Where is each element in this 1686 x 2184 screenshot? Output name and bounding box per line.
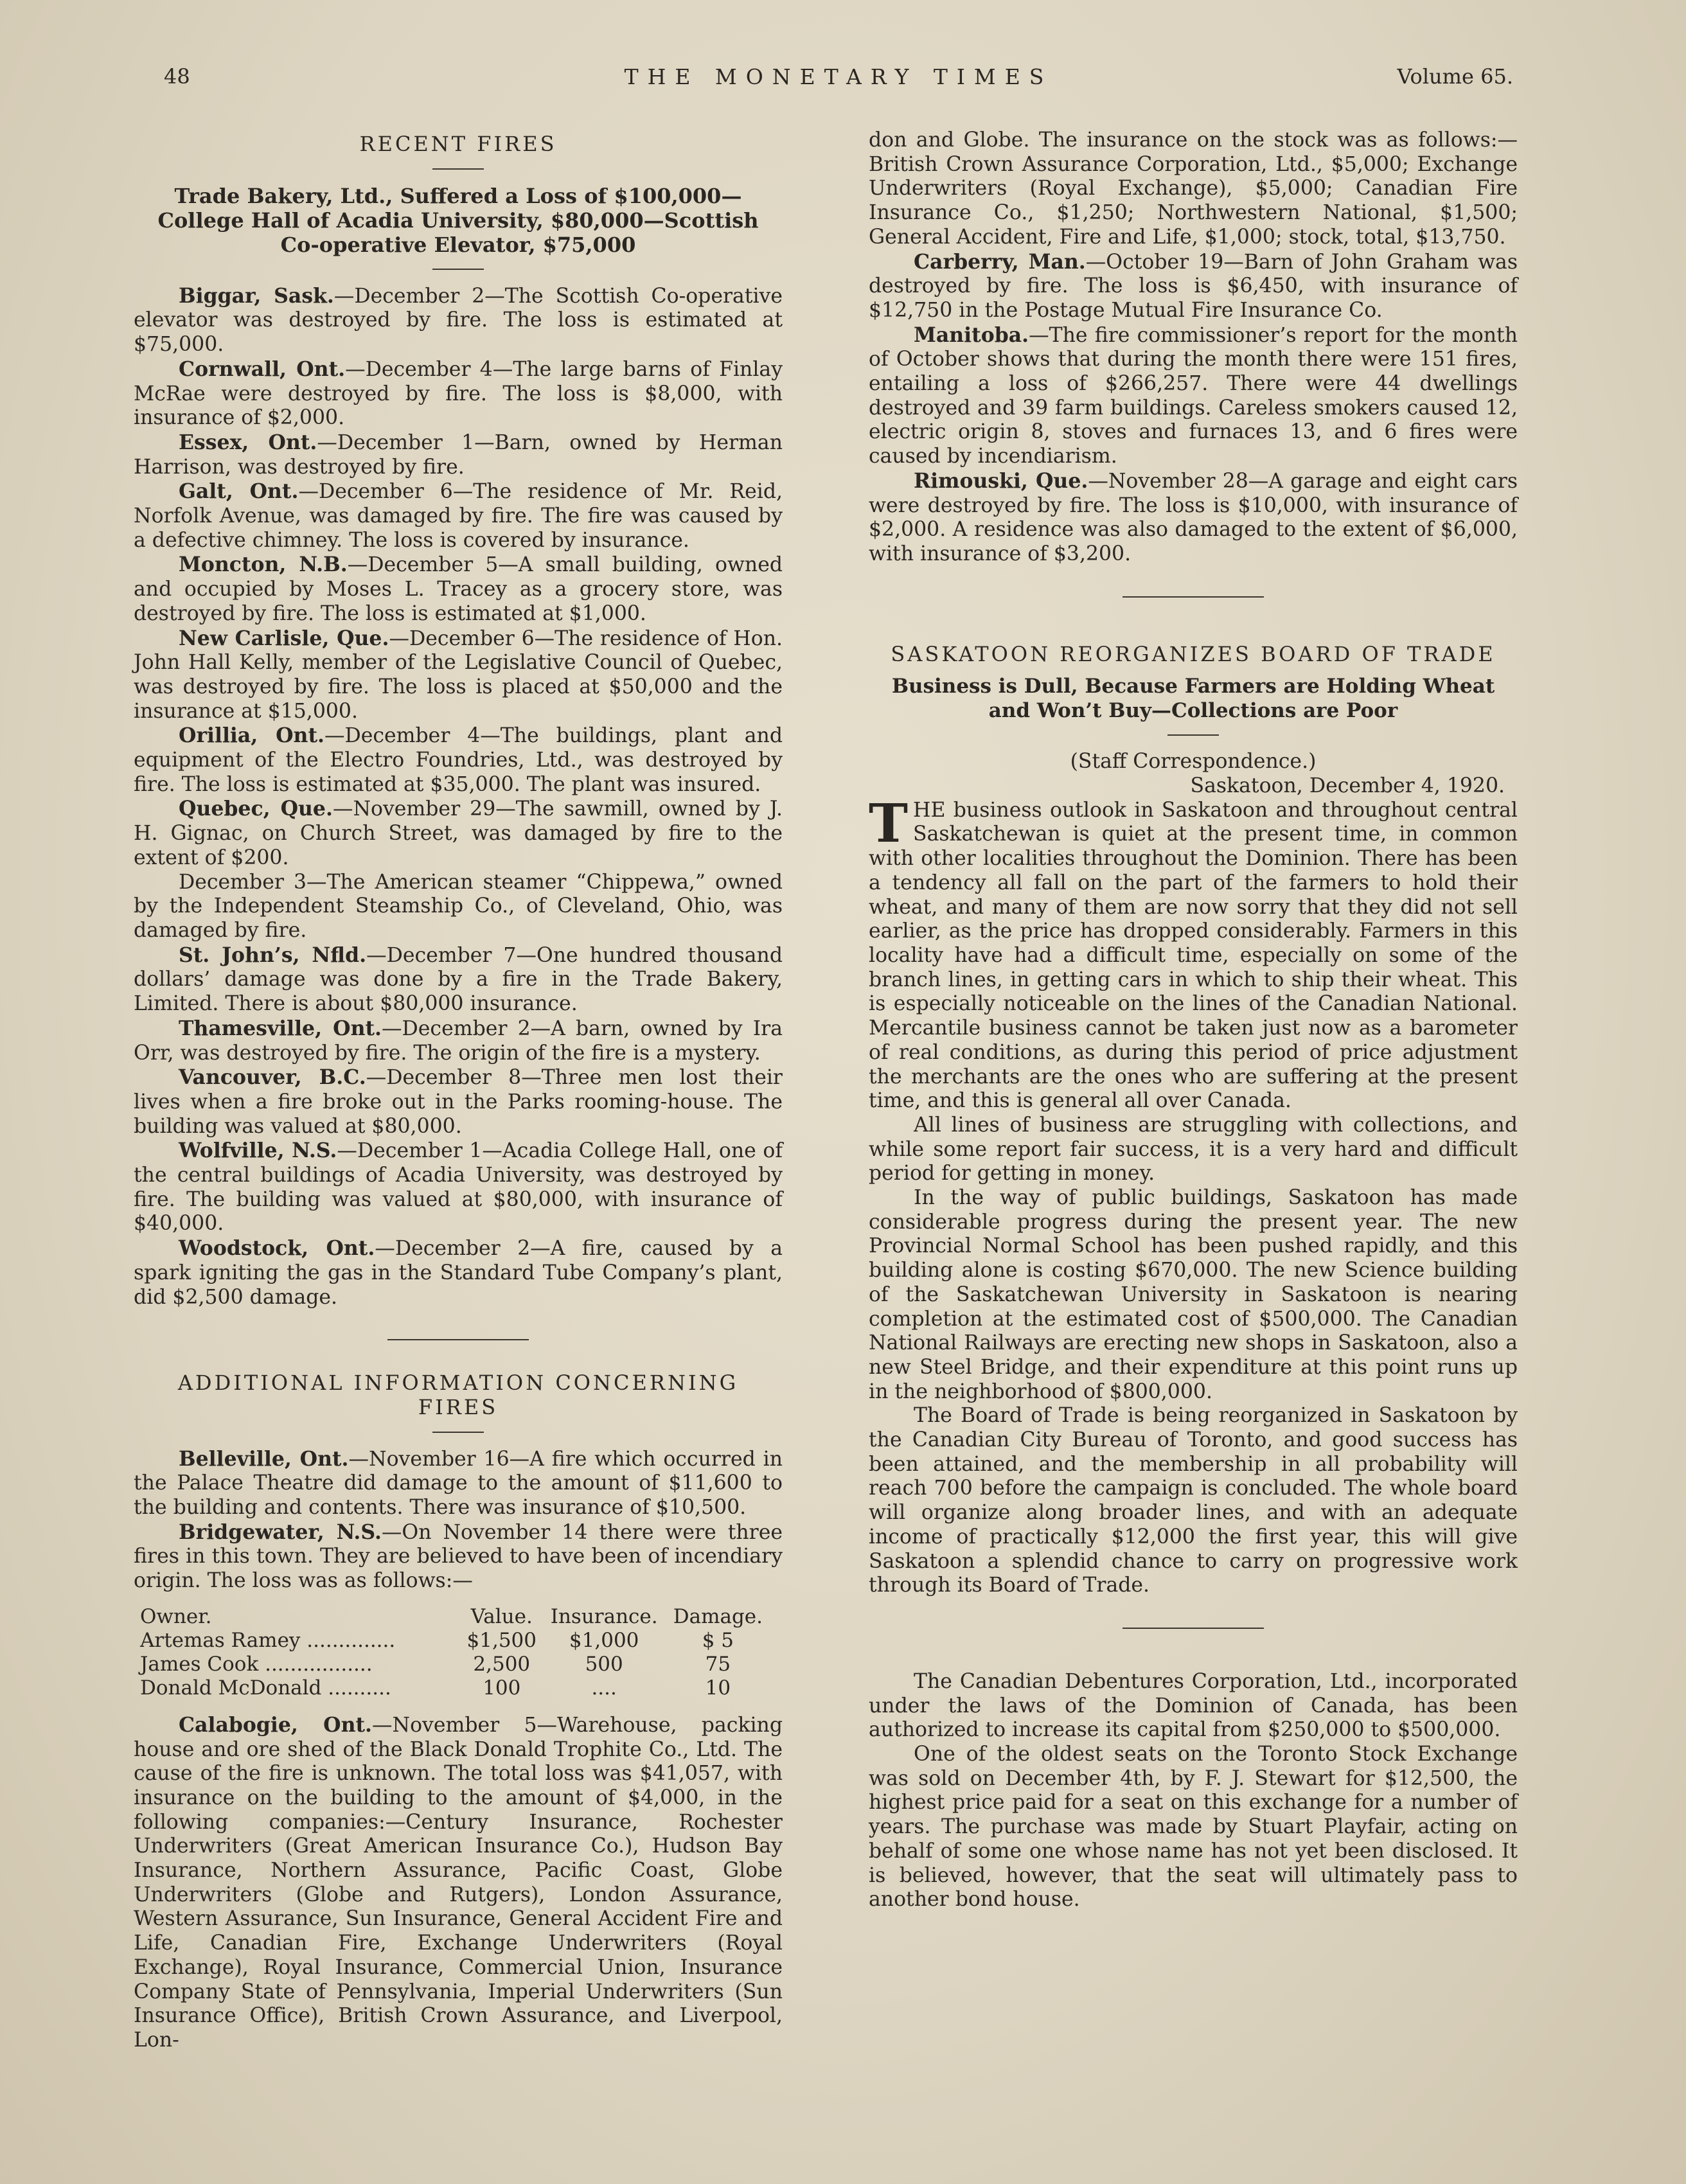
fire-entry-continued: don and Globe. The insurance on the stock was as follows:—British Crown Assurance Corporation, Ltd., $5,000; Exchange Underwriters (Royal Exchange), $5,000; Canadian Fire Insurance Co., $1,250; Northwestern National, $1,500; General Accident, Fire and Life, $1,000; stock, total, $13,750. — [869, 129, 1518, 249]
table-row — [140, 1653, 770, 1676]
loss-table — [140, 1605, 770, 1700]
divider — [387, 1339, 529, 1340]
article-paragraph: All lines of business are struggling with collections, and while some report fair success, it is a very hard and difficult period for getting in money. — [869, 1113, 1518, 1185]
divider — [1167, 734, 1219, 736]
table-cell: $ 5 — [702, 1628, 734, 1652]
staff-credit: (Staff Correspondence.) — [1070, 750, 1317, 774]
news-note: One of the oldest seats on the Toronto Stock Exchange was sold on December 4th, by F. J. Stewart for $12,500, the highest price paid for a seat on this exchange for a number of years. The purchase was made by Stuart Playfair, acting on behalf of some one whose name has not yet been disclosed. It is believed, however, that the seat will ultimately pass to another bond house. — [869, 1743, 1518, 1912]
table-row — [140, 1629, 770, 1653]
fire-entry: Cornwall, Ont.—December 4—The large barns of Finlay McRae were destroyed by fire. The loss is $8,000, with insurance of $2,000. — [134, 357, 783, 430]
article-paragraph: The Board of Trade is being reorganized in Saskatoon by the Canadian City Bureau of Toronto, and good success has been attained, and the membership in all probability will reach 700 before the campaign is concluded. The whole board will organize along broader lines, and with an adequate income of practically $12,000 the first year, this will give Saskatoon a splendid chance to carry on progressive work through its Board of Trade. — [869, 1404, 1518, 1597]
fire-entry: Quebec, Que.—November 29—The sawmill, owned by J. H. Gignac, on Church Street, was damaged by fire to the extent of $200. — [134, 797, 783, 869]
masthead: THE MONETARY TIMES — [624, 64, 1053, 89]
fire-entry: Thamesville, Ont.—December 2—A barn, owned by Ira Orr, was destroyed by fire. The origin of the fire is a mystery. — [134, 1016, 783, 1065]
table-row — [140, 1676, 770, 1700]
fire-entry: Vancouver, B.C.—December 8—Three men lost their lives when a fire broke out in the Parks rooming-house. The building was valued at $80,000. — [134, 1065, 783, 1138]
table-cell: $1,000 — [569, 1628, 639, 1652]
fire-entry: Orillia, Ont.—December 4—The buildings, plant and equipment of the Electro Foundries, Ltd., was destroyed by fire. The loss is estimated at $35,000. The plant was insured. — [134, 724, 783, 796]
fire-entry: Essex, Ont.—December 1—Barn, owned by Herman Harrison, was destroyed by fire. — [134, 430, 783, 479]
article-paragraph: THE business outlook in Saskatoon and throughout central Saskatchewan is quiet at the present time, in common with other localities throughout the Dominion. There has been a tendency all fall on the part of the farmers to hold their wheat, and many of them are now sorry that they did not sell earlier, as the price has dropped considerably. Farmers in this locality have had a difficult time, especially on some of the branch lines, in getting cars in which to ship their wheat. This is especially noticeable on the lines of the Canadian National. Mercantile business cannot be taken just now as a barometer of real conditions, as during this period of price adjustment the merchants are the ones who are suffering at the present time, and this is general all over Canada. — [869, 792, 1518, 1113]
right-column — [869, 129, 1518, 1912]
dateline: Saskatoon, December 4, 1920. — [1190, 774, 1505, 798]
table-cell: 75 — [705, 1652, 731, 1676]
fire-entry: Rimouski, Que.—November 28—A garage and eight cars were destroyed by fire. The loss is $10,000, with insurance of $2,000. A residence was also damaged to the extent of $6,000, with insurance of $3,200. — [869, 468, 1518, 565]
news-note: The Canadian Debentures Corporation, Ltd., incorporated under the laws of the Dominion of Canada, has been authorized to increase its capital from $250,000 to $500,000. — [869, 1669, 1518, 1742]
fire-entry: St. John’s, Nfld.—December 7—One hundred thousand dollars’ damage was done by a fire in the Trade Bakery, Limited. There is about $80,000 insurance. — [134, 943, 783, 1016]
table-cell: 10 — [705, 1676, 731, 1700]
section-title-recent-fires: RECENT FIRES — [359, 132, 557, 156]
volume-label: Volume 65. — [1397, 64, 1513, 89]
table-header: Value. — [470, 1604, 533, 1628]
section-title-saskatoon: SASKATOON REORGANIZES BOARD OF TRADE — [891, 641, 1496, 666]
table-header: Insurance. — [550, 1604, 658, 1628]
fire-entry: Biggar, Sask.—December 2—The Scottish Co-operative elevator was destroyed by fire. The loss is estimated at $75,000. — [134, 283, 783, 357]
fire-entry: Carberry, Man.—October 19—Barn of John Graham was destroyed by fire. The loss is $6,450, with insurance of $12,750 in the Postage Mutual Fire Insurance Co. — [869, 249, 1518, 322]
fire-entry: Calabogie, Ont.—November 5—Warehouse, packing house and ore shed of the Black Donald Trophite Co., Ltd. The cause of the fire is unknown. The total loss was $41,057, with insurance on the building to the amount of $4,000, in the following companies:—Century Insurance, Rochester Underwriters (Great American Insurance Co.), Hudson Bay Insurance, Northern Assurance, Pacific Coast, Globe Underwriters (Globe and Rutgers), London Assurance, Western Assurance, Sun Insurance, General Accident Fire and Life, Canadian Fire, Exchange Underwriters (Royal Exchange), Royal Insurance, Commercial Union, Insurance Company State of Pennsylvania, Imperial Underwriters (Sun Insurance Office), British Crown Assurance, and Liverpool, Lon- — [134, 1712, 783, 2052]
table-header-row — [140, 1605, 770, 1629]
saskatoon-subtitle: Business is Dull, Because Farmers are Holding Wheat and Won’t Buy—Collections are Poor — [891, 675, 1495, 723]
fire-entry: Galt, Ont.—December 6—The residence of Mr. Reid, Norfolk Avenue, was damaged by fire. The fire was caused by a defective chimney. The loss is covered by insurance. — [134, 479, 783, 552]
fire-entry: Bridgewater, N.S.—On November 14 there were three fires in this town. They are believed to have been of incendiary origin. The loss was as follows:— — [134, 1520, 783, 1593]
article-paragraph: In the way of public buildings, Saskatoon has made considerable progress during the present year. The new Provincial Normal School has been pushed rapidly, and this building alone is costing $670,000. The new Science building of the Saskatchewan University in Saskatoon is nearing completion at the estimated cost of $500,000. The Canadian National Railways are erecting new shops in Saskatoon, also a new Steel Bridge, and their expenditure at this point runs up in the neighborhood of $800,000. — [869, 1186, 1518, 1403]
divider — [432, 168, 484, 170]
table-cell: .... — [591, 1676, 617, 1700]
table-header: Owner. — [140, 1604, 212, 1628]
fire-entry: December 3—The American steamer “Chippewa,” owned by the Independent Steamship Co., of Cleveland, Ohio, was damaged by fire. — [134, 870, 783, 942]
table-cell: 2,500 — [473, 1652, 531, 1676]
page-number: 48 — [164, 64, 190, 89]
table-cell: 100 — [483, 1676, 521, 1700]
fire-entry: Moncton, N.B.—December 5—A small building, owned and occupied by Moses L. Tracey as a grocery store, was destroyed by fire. The loss is estimated at $1,000. — [134, 553, 783, 625]
table-cell: Donald McDonald .......... — [140, 1676, 391, 1700]
fire-entry: Woodstock, Ont.—December 2—A fire, caused by a spark igniting the gas in the Standard Tube Company’s plant, did $2,500 damage. — [134, 1236, 783, 1309]
divider — [432, 1432, 484, 1433]
fire-entry: Wolfville, N.S.—December 1—Acadia College Hall, one of the central buildings of Acadia University, was destroyed by fire. The building was valued at $80,000, with insurance of $40,000. — [134, 1139, 783, 1236]
divider — [432, 269, 484, 270]
divider — [1123, 596, 1264, 598]
table-cell: James Cook ................. — [140, 1652, 373, 1676]
divider — [1123, 1628, 1264, 1629]
recent-fires-subtitle: Trade Bakery, Ltd., Suffered a Loss of $100,000—College Hall of Acadia University, $80,000—Scottish Co-operative Elevator, $75,000 — [157, 183, 759, 257]
fire-entry: Manitoba.—The fire commissioner’s report for the month of October shows that during the month there were 151 fires, entailing a loss of $266,257. There were 44 dwellings destroyed and 39 farm buildings. Careless smokers caused 12, electric origin 8, stoves and furnaces 13, and 6 fires were caused by incendiarism. — [869, 323, 1518, 468]
table-cell: Artemas Ramey .............. — [140, 1628, 396, 1652]
section-title-additional-info: ADDITIONAL INFORMATION CONCERNING FIRES — [177, 1371, 739, 1419]
table-header: Damage. — [673, 1604, 763, 1628]
left-column — [134, 129, 783, 2053]
table-cell: 500 — [585, 1652, 623, 1676]
drop-cap: T — [869, 792, 909, 855]
page-header — [164, 64, 1513, 103]
fire-entry: New Carlisle, Que.—December 6—The residence of Hon. John Hall Kelly, member of the Legislative Council of Quebec, was destroyed by fire. The loss is placed at $50,000 and the insurance at $15,000. — [134, 626, 783, 723]
fire-entry: Belleville, Ont.—November 16—A fire which occurred in the Palace Theatre did damage to the amount of $11,600 to the building and contents. There was insurance of $10,500. — [134, 1446, 783, 1520]
table-cell: $1,500 — [466, 1628, 537, 1652]
